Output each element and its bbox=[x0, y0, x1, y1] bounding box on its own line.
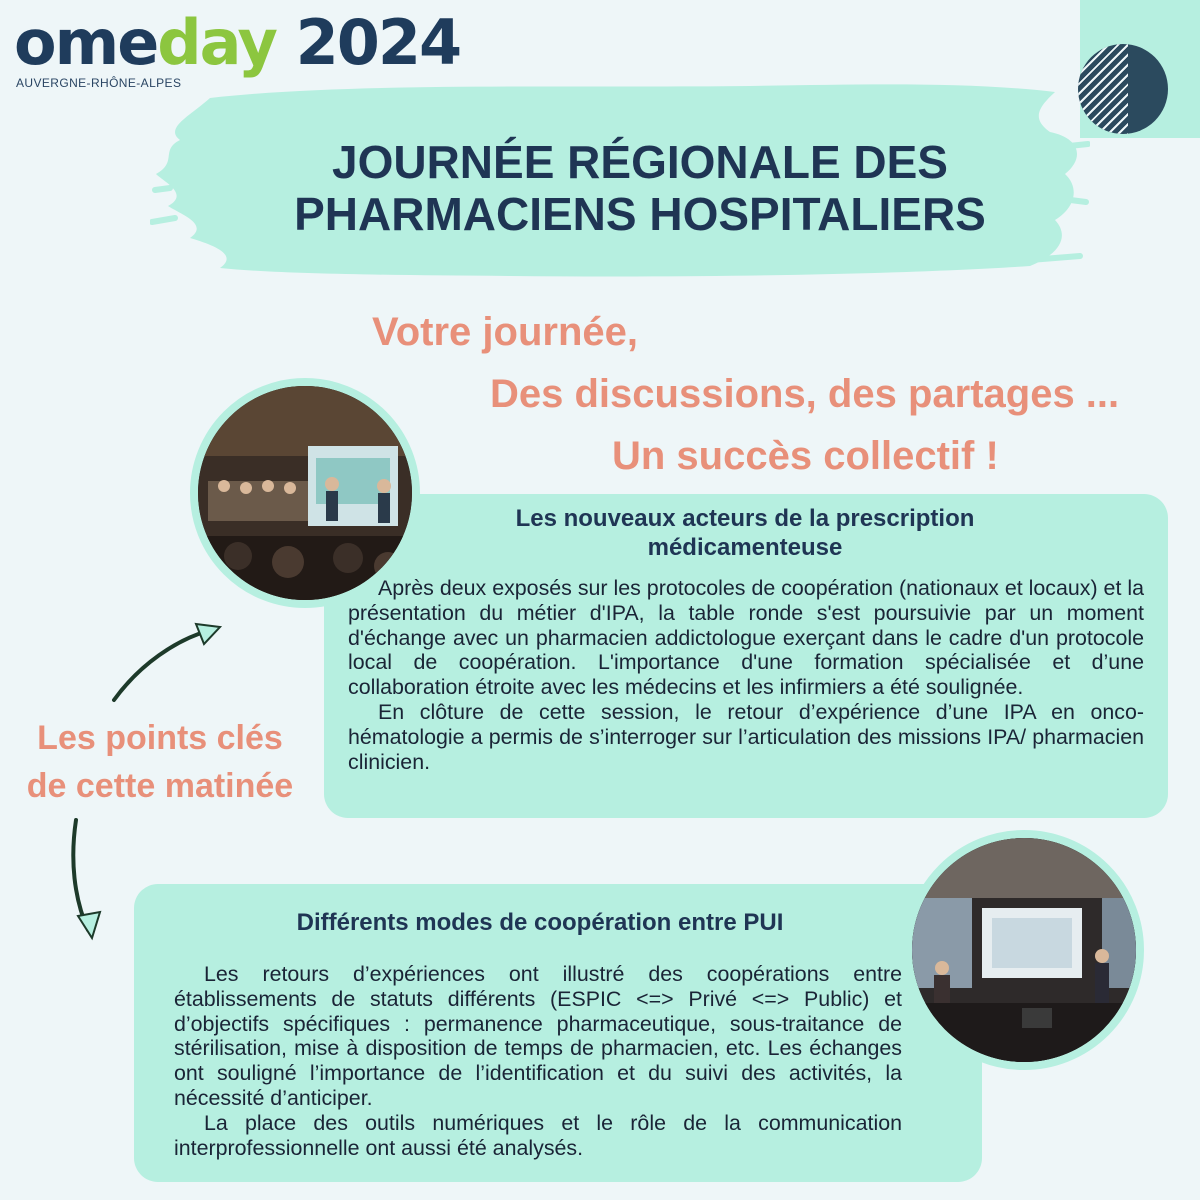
banner-title: JOURNÉE RÉGIONALE DES PHARMACIENS HOSPITALIERS bbox=[294, 136, 986, 240]
card-prescription-title: Les nouveaux acteurs de la prescription médicamenteuse bbox=[515, 505, 975, 561]
arrow-down-icon bbox=[73, 820, 100, 938]
card-cooperation-body: Les retours d’expériences ont illustré des coopérations entre établissements de statuts différents (ESPIC <=> Privé <=> Public) et d’objectifs spécifiques : permanence pharmaceutique, sous-traitance de stérilisation, mise à disposition de temps de pharmacien, etc. Les échanges ont souligné l’importance de l’identification et du suivi des activités, la nécessité d’anticiper. La place des outils numériques et le rôle de la communication interprofessionnelle ont aussi été analysés. bbox=[174, 962, 902, 1160]
conference-photo-speakers bbox=[904, 830, 1144, 1070]
tagline-line3: Un succès collectif ! bbox=[612, 434, 999, 478]
arrow-up-icon bbox=[114, 624, 220, 700]
tagline-line2: Des discussions, des partages ... bbox=[490, 372, 1120, 416]
hatched-circle-decoration bbox=[1078, 44, 1168, 134]
key-points-heading: Les points clés de cette matinée bbox=[26, 719, 294, 805]
card-prescription-body: Après deux exposés sur les protocoles de coopération (nationaux et locaux) et la présentation du métier d'IPA, la table ronde s'est poursuivie par un moment d'échange avec un pharmacien addictologue exerçant dans le cadre d'un protocole local de coopération. L'importance d'une formation spécialisée et d’une collaboration étroite avec les médecins et les infirmiers a été soulignée. En clôture de cette session, le retour d’expérience d’une IPA en onco-hématologie a permis de s’interroger sur l’articulation des missions IPA/ pharmacien clinicien. bbox=[348, 576, 1144, 774]
logo-wordmark: omeday 2024 bbox=[14, 6, 461, 79]
conference-photo-panel bbox=[190, 378, 420, 608]
tagline-line1: Votre journée, bbox=[372, 310, 638, 354]
logo-region: AUVERGNE-RHÔNE-ALPES bbox=[16, 76, 182, 90]
card-cooperation-title: Différents modes de coopération entre PUI bbox=[296, 909, 784, 936]
